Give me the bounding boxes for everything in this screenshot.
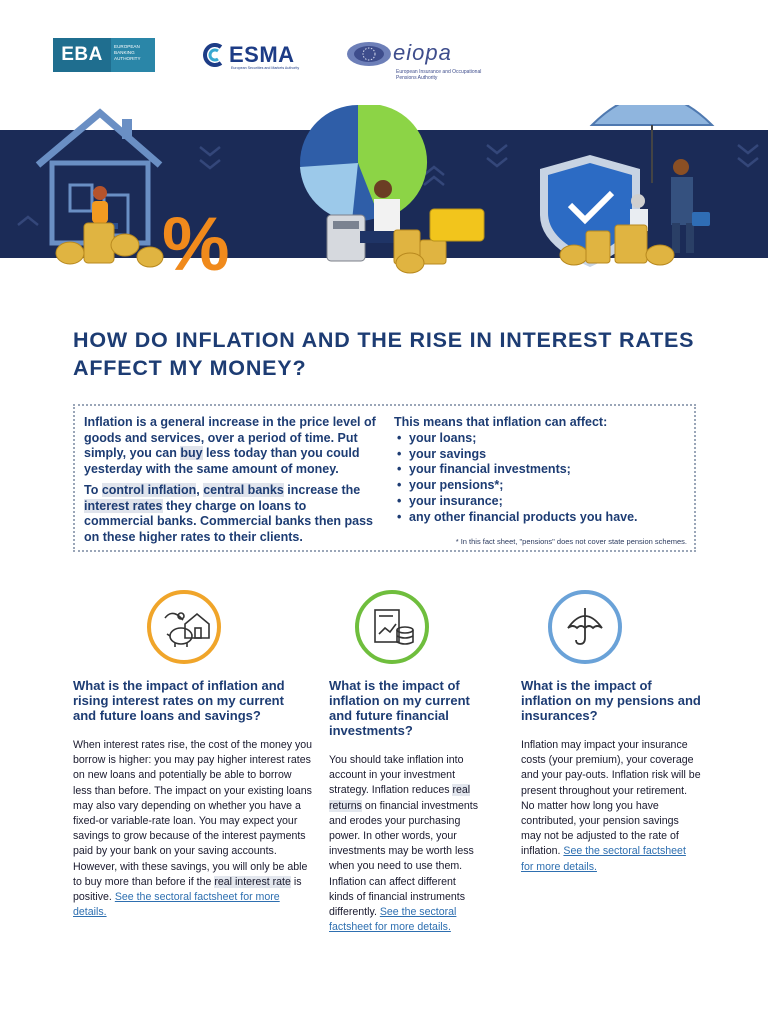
affects-list-block xyxy=(394,415,694,526)
loans-savings-section xyxy=(73,678,313,919)
umbrella-icon xyxy=(548,590,622,664)
text-run: on financial investments and erodes your purchasing power. In other words, your investments may be worth less when you need to use them. Inflation can affect different kinds of financial instruments differently. xyxy=(329,799,478,919)
investments-section xyxy=(329,678,479,934)
text-run: is positive. xyxy=(73,875,302,904)
text-run: You should take inflation into account in your investment strategy. Inflation reduces xyxy=(329,754,464,797)
glossary-term-real-interest-rate[interactable]: real interest rate xyxy=(214,875,291,888)
page-title: HOW DO INFLATION AND THE RISE IN INTEREST RATES AFFECT MY MONEY? xyxy=(73,328,695,380)
logo-bar xyxy=(53,36,513,86)
glossary-term-interest-rates[interactable]: interest rates xyxy=(84,498,163,513)
loans-savings-body xyxy=(73,738,313,920)
glossary-term-buy[interactable]: buy xyxy=(180,446,203,460)
text-run: When interest rates rise, the cost of the money you borrow is higher: you may pay higher interest rates on new loans and potentially be able to borrow less than before. The impact on your existing loans may also vary depending on whether you have a fixed-or variable-rate loan. You may expect your savings to grow because of the interest payments paid by your bank on your saving accounts. However, with these savings, you will only be able to buy more than before if the xyxy=(73,739,313,888)
sectoral-factsheet-link[interactable]: See the sectoral factsheet for more details. xyxy=(521,845,686,873)
text-run: , xyxy=(196,483,204,497)
central-banks-paragraph xyxy=(84,483,379,545)
piggy-bank-house-icon xyxy=(147,590,221,664)
affects-intro: This means that inflation can affect: xyxy=(394,415,608,429)
text-run: To xyxy=(84,483,102,497)
text-run: less today than you could yesterday with the same amount of money. xyxy=(84,446,360,476)
list-item: • your pensions*; xyxy=(394,478,694,494)
definition-text xyxy=(84,415,379,551)
affects-list xyxy=(394,431,694,526)
esma-mark-icon xyxy=(201,42,227,68)
esma-logo-name: European Securities and Markets Authority xyxy=(231,66,300,70)
banner-illustration xyxy=(0,105,768,280)
eiopa-stars-icon xyxy=(346,40,392,68)
loans-savings-heading: What is the impact of inflation and rising interest rates on my current and future loans and savings? xyxy=(73,678,285,723)
eba-logo xyxy=(53,38,155,72)
eiopa-logo-mark: eiopa xyxy=(393,40,452,65)
text-run: Inflation may impact your insurance costs (your premium), your coverage and your pay-outs. Inflation risk will be present throughout your retirement. No matter how long you have contributed, your pension savings may not be adjusted to the rate of inflation. xyxy=(521,739,701,858)
inflation-definition-box xyxy=(73,404,696,552)
definition-paragraph xyxy=(84,415,379,477)
list-item: • your loans; xyxy=(394,431,694,447)
list-item: • any other financial products you have. xyxy=(394,510,694,526)
list-item: • your financial investments; xyxy=(394,462,694,478)
investments-body xyxy=(329,753,479,935)
text-run: they charge on loans to commercial banks. Commercial banks then pass on these higher rates to their clients. xyxy=(84,498,374,544)
percent-icon: % xyxy=(162,202,230,280)
esma-logo xyxy=(201,42,295,68)
glossary-term-control-inflation[interactable]: control inflation xyxy=(101,483,197,497)
list-item: • your insurance; xyxy=(394,494,694,510)
pensions-insurance-body xyxy=(521,738,701,875)
eba-logo-name: EUROPEAN BANKING AUTHORITY xyxy=(111,38,155,72)
text-run: Inflation is a general increase in the price level of goods and services, over a period of time. Put simply, you can xyxy=(84,415,376,460)
glossary-term-central-banks[interactable]: central banks xyxy=(203,483,284,497)
sectoral-factsheet-link[interactable]: See the sectoral factsheet for more details. xyxy=(73,891,280,919)
eiopa-logo-name: European Insurance and Occupational Pensions Authority xyxy=(396,69,482,81)
glossary-term-real-returns[interactable]: real returns xyxy=(329,784,471,812)
pie-chart-icon xyxy=(300,105,427,221)
list-item: • your savings xyxy=(394,447,694,463)
investments-chart-icon xyxy=(355,590,429,664)
eiopa-logo xyxy=(346,40,482,81)
pensions-insurance-section xyxy=(521,678,701,873)
text-run: increase the xyxy=(283,483,361,497)
wallet-icon xyxy=(430,209,484,241)
pensions-insurance-heading: What is the impact of inflation on my pensions and insurances? xyxy=(521,678,701,723)
sectoral-factsheet-link[interactable]: See the sectoral factsheet for more details. xyxy=(329,906,457,934)
pensions-footnote: * In this fact sheet, "pensions" does not cover state pension schemes. xyxy=(455,537,687,546)
esma-logo-mark: ESMA xyxy=(229,42,295,67)
eba-logo-mark: EBA xyxy=(53,38,111,72)
investments-heading: What is the impact of inflation on my current and future financial investments? xyxy=(329,678,470,738)
